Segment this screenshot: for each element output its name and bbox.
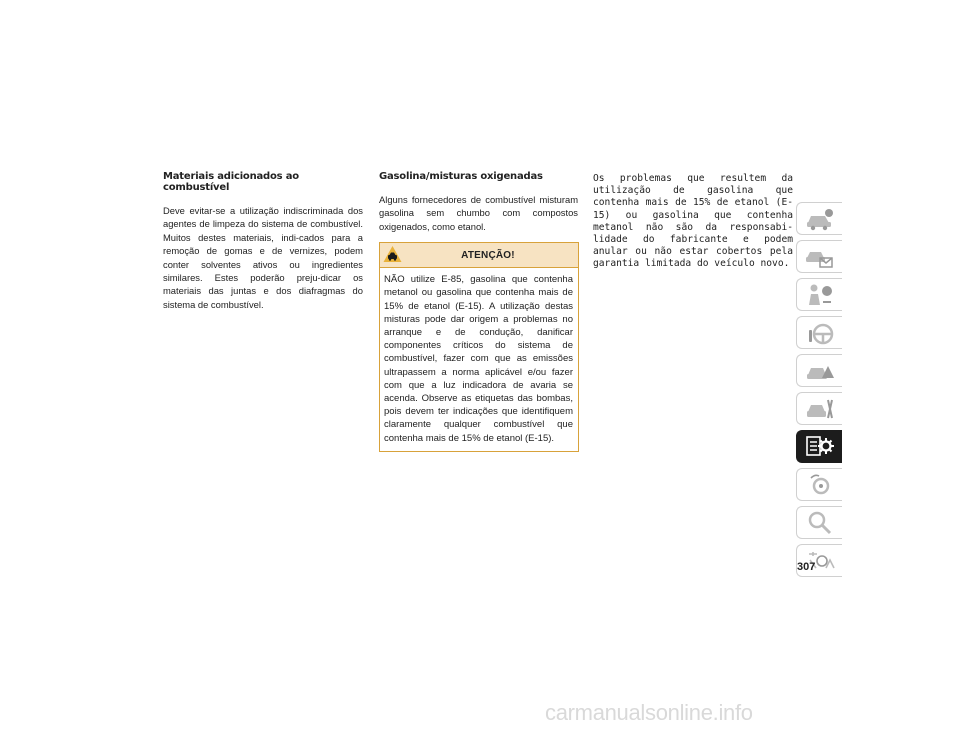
right-column xyxy=(593,171,793,271)
steering-wheel-icon xyxy=(805,320,835,346)
tab-safety[interactable] xyxy=(796,278,842,311)
tab-car-info[interactable] xyxy=(796,202,842,235)
safety-person-icon xyxy=(805,282,835,308)
tab-multimedia[interactable] xyxy=(796,468,842,501)
tab-car-message[interactable] xyxy=(796,240,842,273)
tab-specifications[interactable] xyxy=(796,430,842,463)
tab-index[interactable] xyxy=(796,506,842,539)
fuel-additives-paragraph: Deve evitar-se a utilização indiscriminada dos agentes de limpeza do sistema de combustível. Muitos destes materiais, indi-cados para a remoção de gomas e de vernizes, podem conter solventes ativos ou ingredientes similares. Estes poderão preju-dicar os materiais das juntas e dos diafragmas do sistema de combustível. xyxy=(163,205,363,310)
warning-box xyxy=(379,242,579,452)
tab-emergency[interactable] xyxy=(796,354,842,387)
tab-driving[interactable] xyxy=(796,316,842,349)
car-service-tools-icon xyxy=(805,396,835,422)
specifications-gear-icon xyxy=(805,434,835,460)
car-message-icon xyxy=(805,244,835,270)
section-heading-oxygenated-blends: Gasolina/misturas oxigenadas xyxy=(379,171,543,182)
warranty-paragraph: Os problemas que resultem da utilização de gasolina que contenha mais de 15% de etanol (E-15) ou gasolina que contenha metanol não são da responsabi-lidade do fabricante e podem anular ou não estar cobertos pela garantia limitada do veículo novo. xyxy=(593,173,793,270)
watermark: carmanualsonline.info xyxy=(545,700,753,725)
left-column xyxy=(163,171,363,311)
index-search-icon xyxy=(805,510,835,536)
chapter-tabs xyxy=(796,202,842,582)
oxygenated-blends-paragraph: Alguns fornecedores de combustível misturam gasolina sem chumbo com compostos oxigenados, como etanol. xyxy=(379,194,578,232)
tab-service[interactable] xyxy=(796,392,842,425)
page-number: 307 xyxy=(797,561,816,573)
section-heading-fuel-additives: Materiais adicionados ao combustível xyxy=(163,171,299,193)
multimedia-icon xyxy=(805,472,835,498)
car-emergency-icon xyxy=(805,358,835,384)
middle-column xyxy=(379,171,578,452)
warning-text: NÃO utilize E-85, gasolina que contenha metanol ou gasolina que contenha mais de 15% de etanol (E-15). A utilização destas misturas pode dar origem a problemas no arranque e de condução, danificar componentes críticos do sistema de combustível, fazer com que as emissões ultrapassem a norma aplicável e/ou fazer com que a luz indicadora de avaria se acenda. Observe as etiquetas das bombas, pois devem ter indicações que identifiquem claramente qualquer combustível que contenha mais de 15% de etanol (E-15). xyxy=(384,274,573,444)
warning-title: ATENÇÃO! xyxy=(461,249,515,261)
car-info-icon xyxy=(805,206,835,232)
warning-header xyxy=(380,243,578,268)
warning-car-icon xyxy=(383,245,402,263)
